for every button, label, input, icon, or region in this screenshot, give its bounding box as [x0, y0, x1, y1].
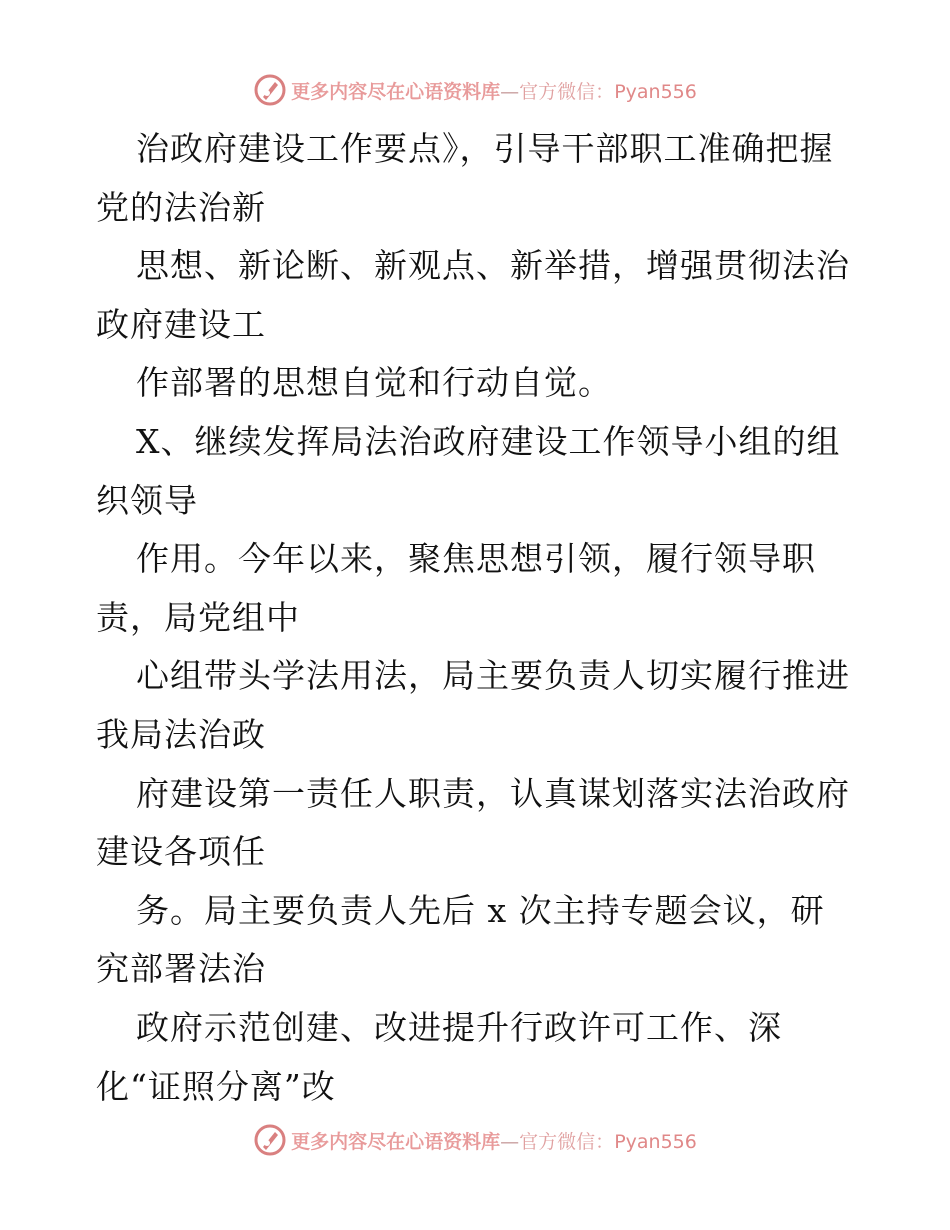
watermark-separator: —	[500, 1130, 520, 1153]
body-line: X、继续发挥局法治政府建设工作领导小组的组	[136, 421, 841, 461]
body-line: 思想、新论断、新观点、新举措，增强贯彻法治	[136, 246, 850, 286]
watermark-separator: —	[500, 80, 520, 103]
body-line: 责，局党组中	[96, 597, 300, 637]
footer-watermark	[0, 1120, 950, 1160]
body-line: 作用。今年以来，聚焦思想引领，履行领导职	[136, 539, 816, 579]
body-line: 作部署的思想自觉和行动自觉。	[136, 363, 612, 403]
body-line: 化“证照分离”改	[96, 1066, 336, 1106]
watermark-site: 更多内容尽在心语资料库	[291, 80, 501, 103]
body-line: 究部署法治	[96, 949, 266, 989]
body-line: 建设各项任	[96, 832, 266, 872]
watermark-wechat-id: Pyan556	[614, 1130, 697, 1153]
body-line: 我局法治政	[96, 714, 266, 754]
logo-icon	[253, 1123, 287, 1157]
watermark-label: 官方微信：	[519, 80, 615, 103]
watermark-text	[291, 77, 697, 104]
body-line: 政府建设工	[96, 304, 266, 344]
body-line: 务。局主要负责人先后 x 次主持专题会议，研	[136, 890, 825, 930]
header-watermark	[0, 70, 950, 110]
watermark-wechat-id: Pyan556	[614, 80, 697, 103]
body-line: 政府示范创建、改进提升行政许可工作、深	[136, 1007, 782, 1047]
logo-icon	[253, 73, 287, 107]
watermark-site: 更多内容尽在心语资料库	[291, 1130, 501, 1153]
watermark-label: 官方微信：	[519, 1130, 615, 1153]
body-line: 织领导	[96, 480, 198, 520]
body-line: 治政府建设工作要点》，引导干部职工准确把握	[136, 129, 834, 168]
body-line: 心组带头学法用法，局主要负责人切实履行推进	[136, 656, 850, 696]
body-line: 党的法治新	[96, 187, 266, 227]
watermark-text	[291, 1127, 697, 1154]
body-line: 府建设第一责任人职责，认真谋划落实法治政府	[136, 773, 850, 813]
document-body	[96, 120, 876, 1116]
